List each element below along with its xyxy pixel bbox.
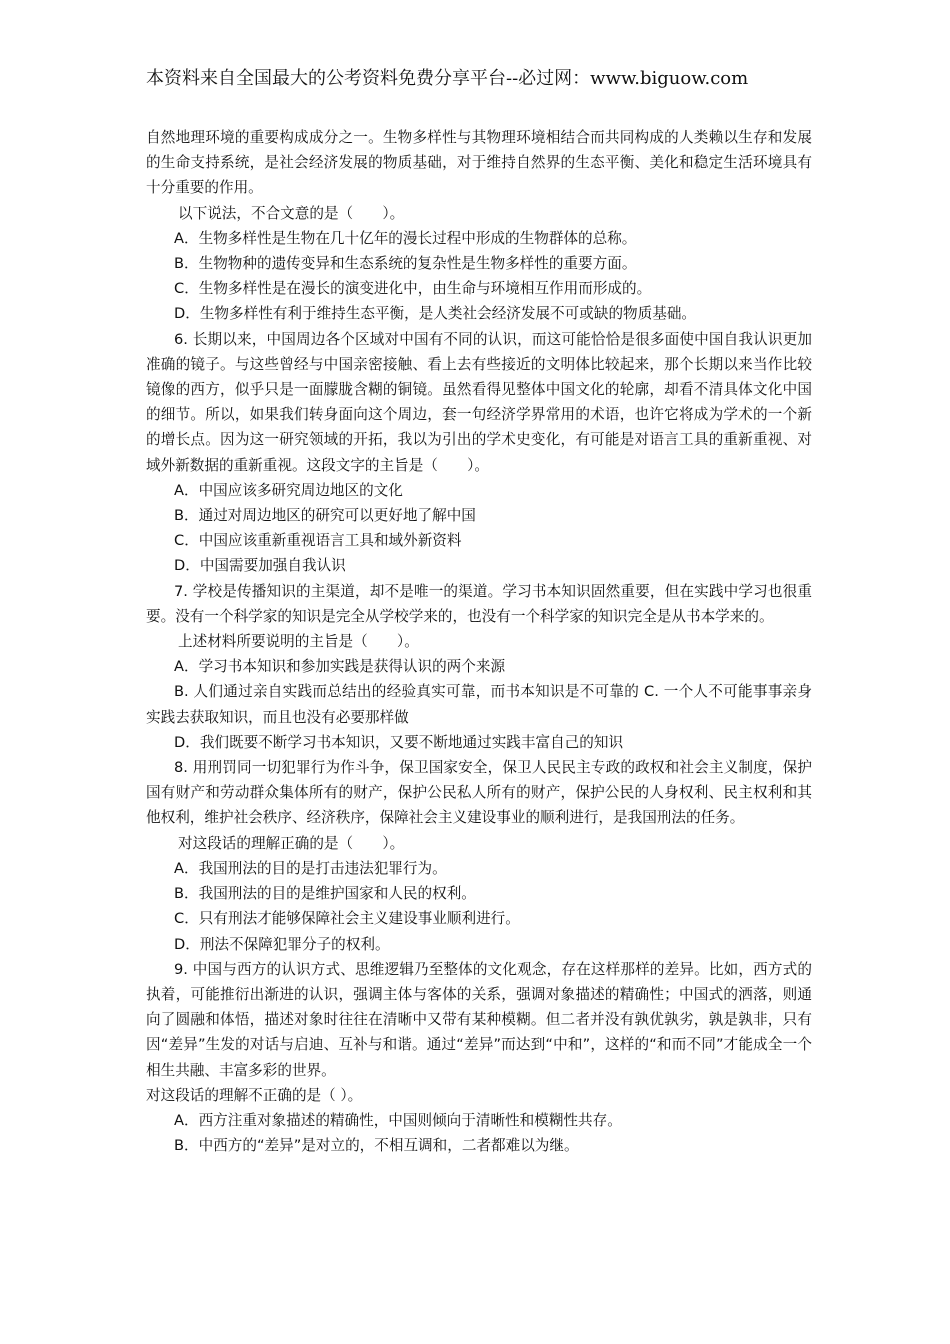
option-a: A．西方注重对象描述的精确性，中国则倾向于清晰性和模糊性共存。 xyxy=(174,1111,622,1129)
question-stem: 上述材料所要说明的主旨是（ ）。 xyxy=(178,633,419,651)
option-b-c: B. 人们通过亲自实践而总结出的经验真实可靠，而书本知识是不可靠的 C. 一个人不可能事事亲身实践去获取知识，而且也没有必要那样做 xyxy=(146,683,812,726)
question-stem: 以下说法，不合文意的是（ ）。 xyxy=(178,204,405,222)
option-d: D．生物多样性有利于维持生态平衡，是人类社会经济发展不可或缺的物质基础。 xyxy=(174,305,697,323)
option-c: C．生物多样性是在漫长的演变进化中，由生命与环境相互作用而形成的。 xyxy=(174,280,652,298)
question-6: 6. 长期以来，中国周边各个区域对中国有不同的认识，而这可能恰恰是很多面使中国自我认识更加准确的镜子。与这些曾经与中国亲密接触、看上去有些接近的文明体比较起来，那个长期以来当作比较镜像的西方，似乎只是一面朦胧含糊的铜镜。虽然看得见整体中国文化的轮廓，却看不清具体文化中国的细节。所以，如果我们转身面向这个周边，套一句经济学界常用的术语，也许它将成为学术的一个新的增长点。因为这一研究领域的开拓，我以为引出的学术史变化，有可能是对语言工具的重新重视、对域外新数据的重新重视。这段文字的主旨是（ ）。 xyxy=(146,330,812,474)
option-b: B．生物物种的遗传变异和生态系统的复杂性是生物多样性的重要方面。 xyxy=(174,255,637,273)
question-8: 8. 用刑罚同一切犯罪行为作斗争，保卫国家安全，保卫人民民主专政的政权和社会主义制度，保护国有财产和劳动群众集体所有的财产，保护公民私人所有的财产，保护公民的人身权利、民主权利和其他权利，维护社会秩序、经济秩序，保障社会主义建设事业的顺利进行，是我国刑法的任务。 xyxy=(146,759,812,827)
option-c: C．中国应该重新重视语言工具和域外新资料 xyxy=(174,532,462,550)
option-a: A．我国刑法的目的是打击违法犯罪行为。 xyxy=(174,859,447,877)
option-d: D．我们既要不断学习书本知识，又要不断地通过实践丰富自己的知识 xyxy=(174,733,624,751)
option-c: C．只有刑法才能够保障社会主义建设事业顺利进行。 xyxy=(174,910,520,928)
option-a: A．中国应该多研究周边地区的文化 xyxy=(174,481,403,499)
question-9: 9. 中国与西方的认识方式、思维逻辑乃至整体的文化观念，存在这样那样的差异。比如，西方式的执着，可能推衍出渐进的认识，强调主体与客体的关系，强调对象描述的精确性；中国式的洒落，则通向了圆融和体悟，描述对象时往往在清晰中又带有某种模糊。但二者并没有孰优孰劣，孰是孰非，只有因“差异”生发的对话与启迪、互补与和谐。通过“差异”而达到“中和”，这样的“和而不同”才能成全一个相生共融、丰富多彩的世界。 xyxy=(146,960,812,1079)
document-body xyxy=(146,125,812,1158)
question-7: 7. 学校是传播知识的主渠道，却不是唯一的渠道。学习书本知识固然重要，但在实践中学习也很重要。没有一个科学家的知识是完全从学校学来的，也没有一个科学家的知识完全是从书本学来的。 xyxy=(146,582,812,625)
question-stem: 对这段话的理解正确的是（ ）。 xyxy=(178,834,405,852)
option-a: A．学习书本知识和参加实践是获得认识的两个来源 xyxy=(174,658,506,676)
option-d: D．刑法不保障犯罪分子的权利。 xyxy=(174,935,390,953)
option-b: B．中西方的“差异”是对立的，不相互调和，二者都难以为继。 xyxy=(174,1137,579,1155)
option-d: D．中国需要加强自我认识 xyxy=(174,557,346,575)
option-b: B．我国刑法的目的是维护国家和人民的权利。 xyxy=(174,885,476,903)
option-a: A．生物多样性是生物在几十亿年的漫长过程中形成的生物群体的总称。 xyxy=(174,229,637,247)
question-stem: 对这段话的理解不正确的是（ ）。 xyxy=(146,1086,363,1104)
page-header: 本资料来自全国最大的公考资料免费分享平台--必过网：www.biguow.com xyxy=(146,68,749,89)
paragraph: 自然地理环境的重要构成成分之一。生物多样性与其物理环境相结合而共同构成的人类赖以生存和发展的生命支持系统，是社会经济发展的物质基础，对于维持自然界的生态平衡、美化和稳定生活环境具有十分重要的作用。 xyxy=(146,129,812,197)
option-b: B．通过对周边地区的研究可以更好地了解中国 xyxy=(174,507,476,525)
